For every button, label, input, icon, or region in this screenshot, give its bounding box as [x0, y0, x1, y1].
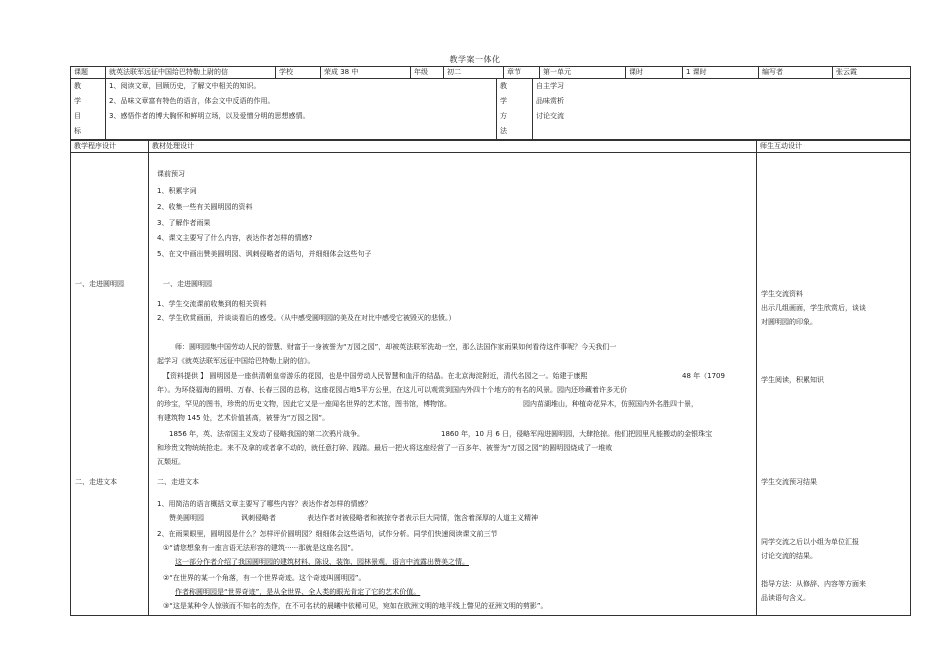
interaction-note: 学生阅读，积累知识 [761, 376, 824, 384]
interaction-note: 出示几组画面，学生欣赏后，谈谈 [761, 304, 866, 312]
author-label: 编写者 [759, 67, 833, 79]
method-item: 自主学习 [536, 82, 564, 90]
hours-label: 课时 [626, 67, 683, 79]
section2-answer: 讽刺侵略者 [241, 514, 276, 522]
goal-item: 1、阅读文章，回顾历史，了解文中相关的知识。 [109, 82, 261, 90]
preview-item: 1、积累字词 [157, 187, 197, 195]
section2-title: 二、走进文本 [157, 478, 199, 486]
quote-analysis: 作者称圆明园是“世界奇迹”，是从全世界、全人类的眼光肯定了它的艺术价值。 [175, 588, 421, 596]
material-text: 1856 年，英、法帝国主义发动了侵略我国的第二次鸦片战争。 [169, 430, 365, 438]
section1-title: 一、走进圆明园 [163, 280, 212, 288]
section1-item: 2、学生欣赏画面，并谈谈看后的感受。（从中感受圆明园的美及在对比中感受它被毁灭的悲愤。） [157, 314, 456, 322]
preview-item: 5、在文中画出赞美圆明园、讽刺侵略者的语句，并细细体会这些句子 [157, 250, 372, 258]
quote: ①“请您想象有一座言语无法形容的建筑······那就是这座名园”。 [163, 544, 358, 552]
preview-item: 3、了解作者雨果 [157, 219, 211, 227]
interaction-note: 讨论交流的结果。 [761, 552, 817, 560]
quote: ②“在世界的某一个角落，有一个世界奇迹。这个奇迹叫圆明园”。 [163, 574, 366, 582]
grade-value: 初二 [444, 67, 504, 79]
material-text: 的珍宝，罕见的图书，珍贵的历史文物，因此它又是一座闻名世界的艺术馆，图书馆，博物馆。 [157, 400, 451, 408]
school-label: 学校 [276, 67, 321, 79]
goal-item: 2、品味文章富有特色的语言，体会文中反语的作用。 [109, 97, 275, 105]
goals-list [106, 79, 497, 140]
process-table [70, 140, 911, 616]
methods-label: 教 学 方 法 [497, 79, 533, 140]
goal-item: 3、感悟作者的博大胸怀和鲜明立场，以及爱憎分明的思想感情。 [109, 112, 310, 120]
section2-answer: 赞美圆明园 [169, 514, 204, 522]
preview-item: 2、收集一些有关圆明园的资料 [157, 203, 253, 211]
quote: ③“这是某种令人惊骇而不知名的杰作，在不可名状的晨曦中依稀可见，宛如在欧洲文明的地平线上瞥见的亚洲文明的剪影”。 [163, 602, 548, 610]
steps-column [71, 153, 149, 616]
teacher-intro: 师：圆明园集中国劳动人民的智慧、财富于一身被誉为“万园之园”，却被英法联军洗劫一空，那么法国作家雨果如何看待这件事呢？今天我们一 [175, 343, 617, 351]
step-label: 二、走进文本 [75, 478, 117, 486]
interaction-note: 学生交流资料 [761, 290, 803, 298]
page-title: 教学案一体化 [449, 55, 501, 64]
interaction-note: 学生交流预习结果 [761, 478, 817, 486]
preview-item: 4、课文主要写了什么内容，表达作者怎样的情感? [157, 234, 313, 242]
goals-label: 教 学 目 标 [71, 79, 106, 140]
interaction-column [757, 153, 911, 616]
interaction-note: 品读语句含义。 [761, 594, 810, 602]
material-text: 园内苗湖堆山，种植奇花异木，仿照国内外名胜四十景， [523, 400, 698, 408]
method-item: 品味赏析 [536, 97, 564, 105]
step-label: 一、走进圆明园 [75, 280, 124, 288]
section2-question: 2、在雨果眼里，圆明园是什么？怎样评价圆明园？细细体会这些语句，试作分析。同学们快速阅读课文前三节 [157, 530, 498, 538]
header-program: 教学程序设计 [71, 141, 149, 153]
quote-analysis: 这一部分作者介绍了我国圆明园的建筑材料、陈设、装饰、园林景观，语言中流露出赞美之情。 [175, 558, 469, 566]
material-text: 48 年（1709 [682, 372, 725, 380]
teacher-intro-cont: 起学习《就英法联军远征中国给巴特勒上尉的信》。 [157, 357, 315, 365]
author-value: 张云霞 [833, 67, 911, 79]
course-value: 就英法联军远征中国给巴特勒上尉的信 [106, 67, 276, 79]
goals-table [70, 78, 911, 140]
preview-title: 课前预习 [157, 170, 185, 178]
section2-question: 1、用简洁的语言概括文章主要写了哪些内容？表达作者怎样的情感？ [157, 500, 372, 508]
material-text: 年）。为环绕福海的圆明、万春、长春三园的总称，这座花园占地5平方公里，在这儿可以观赏到国内外四十个地方的有名的风景。园内还珍藏着许多无价 [157, 386, 627, 394]
material-text: 和珍贵文物统统抢走。来不及拿的或者拿不动的，就任意打碎、践踏。最后一把火将这座经营了一百多年、被誉为“万园之园”的圆明园烧成了一堆败 [157, 444, 613, 452]
material-text: 有建筑物 145 处，艺术价值甚高，被誉为“万园之园”。 [157, 414, 330, 422]
material-text: 1860 年，10 月 6 日，侵略军闯进圆明园，大肆抢掠。他们把园里凡能搬动的金银珠宝 [441, 430, 713, 438]
material-text: 【资料提供 】 圆明园是一座供清朝皇帝游乐的花园，也是中国劳动人民智慧和血汗的结晶。在北京海淀附近，清代名园之一。始建于康熙 [163, 372, 588, 380]
method-item: 讨论交流 [536, 112, 564, 120]
grade-label: 年级 [411, 67, 444, 79]
interaction-note: 对圆明园的印象。 [761, 318, 817, 326]
header-interaction: 师生互动设计 [757, 141, 911, 153]
content-column [149, 153, 757, 616]
interaction-note: 指导方法：从修辞、内容等方面来 [761, 580, 866, 588]
methods-list [533, 79, 911, 140]
section1-item: 1、学生交流课前收集到的相关资料 [157, 300, 267, 308]
course-label: 课题 [71, 67, 106, 79]
interaction-note: 同学交流之后以小组为单位汇报 [761, 538, 859, 546]
section2-answer: 表达作者对被侵略者和被掠夺者表示巨大同情，饱含着深厚的人道主义精神 [307, 514, 538, 522]
header-material: 教材处理设计 [149, 141, 757, 153]
school-value: 荣成 38 中 [321, 67, 411, 79]
chapter-label: 章节 [504, 67, 540, 79]
hours-value: 1 课时 [683, 67, 759, 79]
material-text: 瓦颓垣。 [157, 458, 185, 466]
chapter-value: 第一单元 [540, 67, 626, 79]
